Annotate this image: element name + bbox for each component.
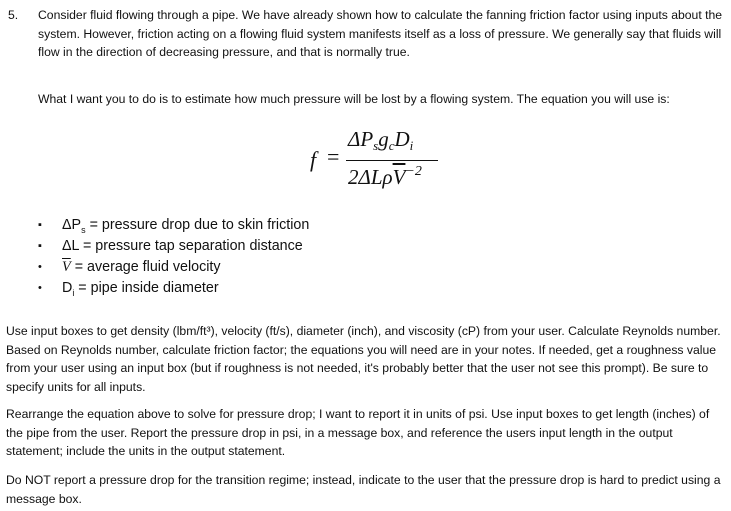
variable-definition: ΔL = pressure tap separation distance (62, 238, 303, 254)
equation-numerator: $\Delta P_sg_cD_i$ (348, 127, 414, 153)
bullet-icon: • (38, 261, 42, 273)
question-intro: Consider fluid flowing through a pipe. We have already shown how to calculate the fanning friction factor using inputs about the system. However, friction acting on a flowing fluid system manifests itself as a loss of pressure. We generally say that fluids will flow in the direction of decreasing pressure, and that is normally true. (38, 8, 723, 59)
fraction-bar (346, 160, 438, 161)
instruction-inputs: Use input boxes to get density (lbm/ft³), velocity (ft/s), diameter (inch), and viscosity (cP) from your user. Calculate Reynolds number. Based on Reynolds number, calculate friction factor; the equations you will need are in your notes. If needed, get a roughness value from your user using an input box (but if roughness is not needed, it's probably better that the user not see this prompt). Be sure to specify units for all inputs. (6, 324, 721, 394)
instruction-transition: Do NOT report a pressure drop for the transition regime; instead, indicate to the user that the pressure drop is hard to predict using a message box. (6, 473, 721, 506)
list-item (38, 278, 438, 299)
variable-definition: $D_i$ = pipe inside diameter (62, 280, 219, 298)
bullet-icon: • (38, 282, 42, 294)
variable-list (38, 215, 438, 299)
equation-lhs: f (310, 147, 317, 172)
question-number: 5. (8, 8, 19, 22)
instruction-rearrange: Rearrange the equation above to solve for pressure drop; I want to report it in units of psi. Use input boxes to get length (inches) of the pipe from the user. Report the pressure drop in psi, in a message box, and reference the users input length in the output statement; include the units in the output statement. (6, 407, 710, 458)
equation-denominator: $2\Delta L\rho\overline{V}^{-2}$ (348, 164, 422, 189)
variable-definition: $\Delta P_s$ = pressure drop due to skin friction (62, 217, 310, 235)
variable-definition: $\overline{V}$ = average fluid velocity (62, 259, 221, 275)
bullet-icon: ▪ (38, 240, 42, 252)
list-item (38, 236, 438, 257)
bullet-icon: ▪ (38, 219, 42, 231)
list-item (38, 215, 438, 236)
fanning-friction-equation (310, 127, 470, 197)
list-item (38, 257, 438, 278)
task-intro: What I want you to do is to estimate how much pressure will be lost by a flowing system. The equation you will use is: (38, 92, 670, 106)
equation-equals: = (327, 144, 340, 169)
